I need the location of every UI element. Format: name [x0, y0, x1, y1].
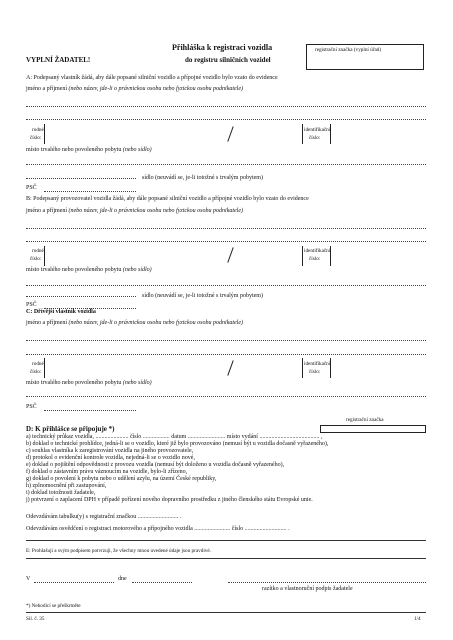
date-prefix: dne: [118, 576, 127, 582]
birth-number-box-edge: [44, 124, 45, 144]
psc-label: PSČ: [26, 404, 37, 410]
registration-plate-label: registrační značka (vyplní úřad): [315, 47, 382, 53]
footnote: *) Nehodící se přeškrtněte: [26, 603, 81, 609]
ident-number-label: identifikační: [304, 127, 331, 133]
birth-number-label: rodné: [32, 248, 44, 254]
form-title: Přihláška k registraci vozidla: [172, 43, 273, 52]
section-c-name-field[interactable]: [26, 340, 426, 341]
section-b-name-field-2[interactable]: [26, 241, 426, 242]
section-b-residence-field[interactable]: [26, 285, 426, 286]
section-c-name-field-2[interactable]: [26, 354, 426, 355]
residence-label: místo trvalého nebo povoleného pobytu: [26, 380, 122, 386]
name-label: jméno a příjmení: [26, 320, 67, 326]
section-a-residence-field[interactable]: [26, 164, 426, 165]
section-c-name-row: [26, 320, 243, 327]
registration-plate-box: [306, 44, 424, 70]
residence-label: místo trvalého nebo povoleného pobytu: [26, 267, 122, 273]
attachment-item-f: f) doklad o zástavním právu váznoucím na vozidle, bylo-li zřízeno,: [26, 469, 188, 475]
page-number: 1/4: [414, 616, 421, 622]
footer-divider: [26, 612, 426, 613]
attachment-item-b: b) doklad o technické prohlídce, jedná-li se o vozidlo, které již bylo provozováno (nemusí být u vozidla dočasně vyřazeného),: [26, 441, 329, 447]
section-a-heading: A: Podepsaný vlastník žádá, aby dále popsané silniční vozidlo a přípojné vozidlo bylo vzato do evidence: [26, 75, 278, 81]
ident-number-box-edge: [330, 246, 331, 266]
section-a-name-field-2[interactable]: [26, 119, 426, 120]
residence-hint: (nebo sídlo): [122, 147, 152, 153]
place-prefix: V: [26, 576, 31, 582]
birth-number-box-edge: [44, 358, 45, 378]
name-label: jméno a příjmení: [26, 86, 67, 92]
section-e-statement: E: Prohlašuji a svým podpisem potvrzuji, že všechny mnou uvedené údaje jsou pravdivé.: [26, 548, 211, 554]
ident-number-label: identifikační: [304, 248, 331, 254]
section-a-residence-row: [26, 147, 152, 154]
section-c-psc-field[interactable]: [44, 410, 136, 411]
stamp-signature-label: razítko a vlastnoruční podpis žadatele: [262, 586, 353, 592]
birth-number-slash: [227, 360, 233, 375]
section-c-residence-row: [26, 380, 152, 387]
ident-number-box-edge: [330, 358, 331, 378]
attachment-item-j: j) potvrzení o zaplacení DPH v případě pořízení nového dopravního prostředku z jiného členského státu Evropské unie.: [26, 497, 313, 503]
plates-handover-line: Odevzdávám tabulku(y) s registrační značkou ........................... .: [26, 514, 182, 520]
birth-number-box-edge-right: [302, 246, 303, 266]
section-e-divider-bottom: [26, 558, 426, 559]
section-a-name-field[interactable]: [26, 106, 426, 107]
residence-label: místo trvalého nebo povoleného pobytu: [26, 147, 122, 153]
birth-number-slash: [227, 247, 233, 262]
attachment-item-h: h) zplnomocnění při zastupování,: [26, 483, 107, 489]
section-b-name-row: [26, 208, 243, 215]
name-hint: (nebo název, jde-li o právnickou osobu nebo fyzickou osobu podnikatele): [68, 208, 244, 214]
birth-number-label: rodné: [32, 127, 44, 133]
section-c-heading: C: Dřívější vlastník vozidla: [26, 309, 96, 315]
section-b-name-field[interactable]: [26, 228, 426, 229]
birth-number-label: rodné: [32, 361, 44, 367]
registration-plate-field-d[interactable]: [320, 425, 426, 433]
place-field[interactable]: [34, 582, 114, 583]
psc-label: PSČ: [26, 185, 37, 191]
residence-hint: (nebo sídlo): [122, 380, 152, 386]
registration-plate-label-d: registrační značka: [346, 417, 384, 423]
ident-number-box-edge: [330, 124, 331, 144]
date-field[interactable]: [132, 582, 192, 583]
form-number: Sil. č. 35: [26, 616, 45, 622]
attachment-item-a: a) technický průkaz vozidla, ...................... číslo .................. datum ......................... místo vydání ........................................ ,: [26, 434, 323, 440]
birth-number-label-2: číslo:: [30, 256, 42, 262]
attachment-item-i: i) doklad totožnosti žadatele,: [26, 490, 96, 496]
birth-number-label-2: číslo:: [30, 369, 42, 375]
birth-number-slash: [227, 126, 233, 141]
signature-field[interactable]: [228, 582, 426, 583]
section-a-name-row: [26, 86, 243, 93]
birth-number-box-edge-right: [302, 124, 303, 144]
ident-number-label-2: číslo:: [309, 256, 321, 262]
ident-number-label: identifikační: [304, 361, 331, 367]
name-hint: (nebo název, jde-li o právnickou osobu nebo fyzickou osobu podnikatele): [68, 320, 244, 326]
section-c-residence-field[interactable]: [26, 396, 426, 397]
birth-number-box-edge: [44, 246, 45, 266]
form-subtitle: do registru silničních vozidel: [185, 56, 271, 64]
attachment-item-e: e) doklad o pojištění odpovědnosti z provozu vozidla (nemusí být doloženo u vozidla dočasně vyřazeného),: [26, 462, 285, 468]
attachment-item-g: g) doklad o povolení k pobytu nebo o udělení azylu, na území České republiky,: [26, 476, 217, 482]
birth-number-label-2: číslo:: [30, 135, 42, 141]
section-d-heading: D: K přihlášce se připojuje *): [26, 425, 115, 433]
section-e-divider: [26, 540, 426, 541]
psc-label: PSČ: [26, 302, 37, 308]
section-a-seat-field[interactable]: [26, 178, 136, 179]
fill-in-notice: VYPLNÍ ŽADATEL!: [26, 56, 91, 64]
seat-label: sídlo (neuvádí se, je-li totožné s trvalým pobytem): [142, 293, 263, 299]
attachment-item-d: d) protokol o evidenční kontrole vozidla, nejedná-li se o vozidlo nové,: [26, 455, 195, 461]
name-label: jméno a příjmení: [26, 208, 67, 214]
residence-hint: (nebo sídlo): [122, 267, 152, 273]
section-b-residence-row: [26, 267, 152, 274]
section-b-heading: B: Podepsaný provozovatel vozidla žádá, aby dále popsané silniční vozidlo a přípojné vozidlo bylo vzato do evidence: [26, 196, 309, 202]
attachments-list: [26, 434, 328, 504]
name-hint: (nebo název, jde-li o právnickou osobu nebo fyzickou osobu podnikatele): [68, 86, 244, 92]
seat-label: sídlo (neuvádí se, je-li totožné s trvalým pobytem): [142, 175, 263, 181]
certificate-handover-line: Odevzdávám osvědčení o registraci motorového a přípojného vozidla ........................ číslo ............................ .: [26, 526, 290, 532]
section-b-seat-field[interactable]: [26, 296, 136, 297]
ident-number-label-2: číslo:: [309, 369, 321, 375]
section-a-psc-field[interactable]: [44, 191, 136, 192]
attachment-item-c: c) souhlas vlastníka k zaregistrování vozidla na jiného provozovatele,: [26, 448, 194, 454]
birth-number-box-edge-right: [302, 358, 303, 378]
ident-number-label-2: číslo:: [309, 135, 321, 141]
